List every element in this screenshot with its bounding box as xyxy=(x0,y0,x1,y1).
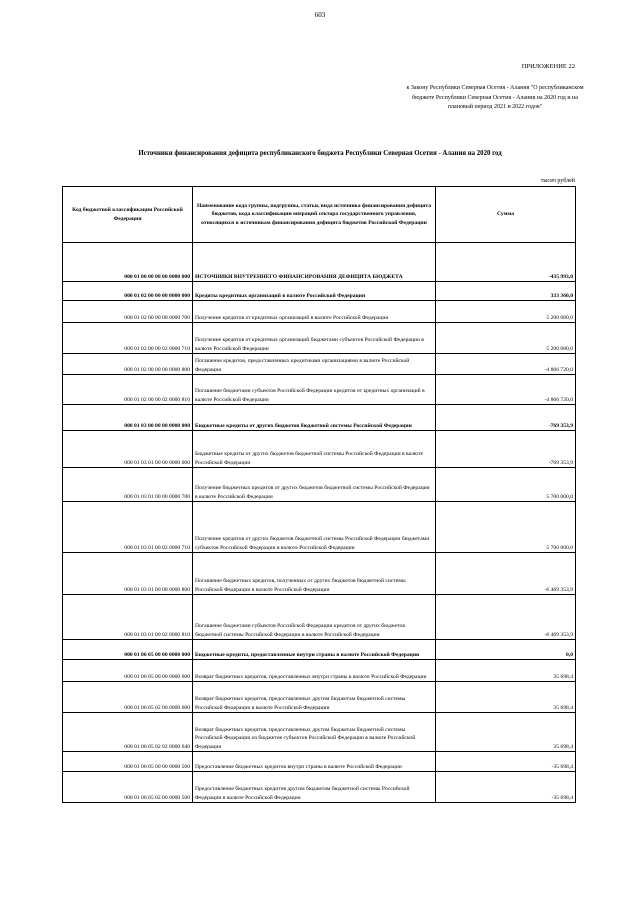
table-row xyxy=(63,553,576,595)
table-row xyxy=(63,713,576,752)
row-sum: 5 200 080,0 xyxy=(436,323,576,354)
row-code: 000 01 06 05 00 00 0000 000 xyxy=(63,640,193,660)
header-code: Код бюджетной классификации Российской Федерации xyxy=(63,187,193,243)
row-code: 000 01 03 01 00 00 0000 700 xyxy=(63,468,193,502)
units-label: тысяч рублей xyxy=(540,178,575,184)
row-code: 000 01 03 01 00 02 0000 710 xyxy=(63,502,193,553)
row-code: 000 01 06 05 00 00 0000 500 xyxy=(63,752,193,772)
law-reference: к Закону Республики Северная Осетия - Алания "О республиканском бюджете Республики Северная Осетия - Алания на 2020 год и на плановый период 2021 и 2022 годов" xyxy=(406,85,584,111)
row-code: 000 01 06 05 02 00 0000 600 xyxy=(63,682,193,713)
row-sum: 5 200 080,0 xyxy=(436,301,576,323)
row-code: 000 01 03 01 00 00 0000 000 xyxy=(63,431,193,468)
table-row xyxy=(63,405,576,431)
table-row xyxy=(63,660,576,682)
row-sum: 0,0 xyxy=(436,640,576,660)
row-name: ИСТОЧНИКИ ВНУТРЕННЕГО ФИНАНСИРОВАНИЯ ДЕФИЦИТА БЮДЖЕТА xyxy=(193,243,436,282)
page-number: 603 xyxy=(314,11,326,19)
row-name: Предоставление бюджетных кредитов внутри страны в валюте Российской Федерации xyxy=(193,752,436,772)
row-sum: 35 698,4 xyxy=(436,660,576,682)
financing-sources-table xyxy=(62,186,576,803)
row-code: 000 01 02 00 00 00 0000 800 xyxy=(63,354,193,375)
table-row xyxy=(63,301,576,323)
row-name: Погашение кредитов, предоставленных кредитными организациями в валюте Российской Федерации xyxy=(193,354,436,375)
row-name: Бюджетные кредиты от других бюджетов бюджетной системы Российской Федерации xyxy=(193,405,436,431)
row-sum: -6 469 353,9 xyxy=(436,553,576,595)
row-code: 000 01 06 05 02 02 0000 640 xyxy=(63,713,193,752)
row-sum: -769 353,9 xyxy=(436,431,576,468)
row-sum: -35 698,4 xyxy=(436,752,576,772)
header-sum: Сумма xyxy=(436,187,576,243)
row-sum: 35 698,4 xyxy=(436,713,576,752)
row-sum: -6 469 353,9 xyxy=(436,595,576,640)
row-name: Кредиты кредитных организаций в валюте Российской Федерации xyxy=(193,282,436,301)
row-code: 000 01 03 00 00 00 0000 000 xyxy=(63,405,193,431)
row-name: Возврат бюджетных кредитов, предоставленных внутри страны в валюте Российской Федерации xyxy=(193,660,436,682)
row-name: Получение кредитов от других бюджетов бюджетной системы Российской Федерации бюджетами субъектов Российской Федерации в валюте Российской Федерации xyxy=(193,502,436,553)
row-name: Бюджетные кредиты от других бюджетов бюджетной системы Российской Федерации в валюте Российской Федерации xyxy=(193,431,436,468)
row-sum: -4 866 720,0 xyxy=(436,375,576,405)
row-name: Погашение бюджетами субъектов Российской Федерации кредитов от других бюджетов бюджетной системы Российской Федерации в валюте Российской Федерации xyxy=(193,595,436,640)
appendix-label: ПРИЛОЖЕНИЕ 22 xyxy=(521,63,575,70)
row-name: Получение бюджетных кредитов от других бюджетов бюджетной системы Российской Федерации в валюте Российской Федерации xyxy=(193,468,436,502)
row-sum: -769 353,9 xyxy=(436,405,576,431)
table-row xyxy=(63,468,576,502)
row-code: 000 01 02 00 00 00 0000 000 xyxy=(63,282,193,301)
row-code: 000 01 06 05 00 00 0000 600 xyxy=(63,660,193,682)
row-name: Возврат бюджетных кредитов, предоставленных другим бюджетам бюджетной системы Российской Федерации в валюте Российской Федерации xyxy=(193,682,436,713)
row-name: Получение кредитов от кредитных организаций в валюте Российской Федерации xyxy=(193,301,436,323)
table-row xyxy=(63,502,576,553)
row-sum: 333 360,0 xyxy=(436,282,576,301)
row-code: 000 01 00 00 00 00 0000 000 xyxy=(63,243,193,282)
row-name: Бюджетные кредиты, предоставленные внутри страны в валюте Российской Федерации xyxy=(193,640,436,660)
table-row xyxy=(63,682,576,713)
row-sum: -4 866 720,0 xyxy=(436,354,576,375)
row-sum: -435 993,0 xyxy=(436,243,576,282)
row-sum: -35 698,4 xyxy=(436,772,576,803)
row-sum: 5 700 000,0 xyxy=(436,468,576,502)
row-sum: 5 700 000,0 xyxy=(436,502,576,553)
table-row xyxy=(63,375,576,405)
row-name: Получение кредитов от кредитных организаций бюджетами субъектов Российской Федерации в валюте Российской Федерации xyxy=(193,323,436,354)
table-row xyxy=(63,323,576,354)
table-row xyxy=(63,595,576,640)
row-name: Предоставление бюджетных кредитов другим бюджетам бюджетной системы Российской Федерации в валюте Российской Федерации xyxy=(193,772,436,803)
row-code: 000 01 03 01 00 02 0000 810 xyxy=(63,595,193,640)
row-name: Возврат бюджетных кредитов, предоставленных другим бюджетам бюджетной системы Российской Федерации из бюджетов субъектов Российской Федерации в валюте Российской Федерации xyxy=(193,713,436,752)
table-row xyxy=(63,772,576,803)
document-title: Источники финансирования дефицита республиканского бюджета Республики Северная Осетия - Алания на 2020 год xyxy=(138,150,502,157)
row-code: 000 01 02 00 00 02 0000 810 xyxy=(63,375,193,405)
table-row xyxy=(63,243,576,282)
table-row xyxy=(63,752,576,772)
row-code: 000 01 02 00 00 02 0000 710 xyxy=(63,323,193,354)
row-sum: 35 698,4 xyxy=(436,682,576,713)
row-name: Погашение бюджетами субъектов Российской Федерации кредитов от кредитных организаций в валюте Российской Федерации xyxy=(193,375,436,405)
row-code: 000 01 06 05 02 00 0000 500 xyxy=(63,772,193,803)
table-row xyxy=(63,431,576,468)
table-row xyxy=(63,640,576,660)
header-name: Наименование кода группы, подгруппы, статьи, вида источника финансирования дефицита бюджетов, кода классификации операций сектора государственного управления, относящихся к источникам финансирования дефицита бюджетов Российской Федерации xyxy=(193,187,436,243)
row-code: 000 01 02 00 00 00 0000 700 xyxy=(63,301,193,323)
row-code: 000 01 03 01 00 00 0000 800 xyxy=(63,553,193,595)
table-row xyxy=(63,282,576,301)
table-row xyxy=(63,354,576,375)
row-name: Погашение бюджетных кредитов, полученных от других бюджетов бюджетной системы Российской Федерации в валюте Российской Федерации xyxy=(193,553,436,595)
